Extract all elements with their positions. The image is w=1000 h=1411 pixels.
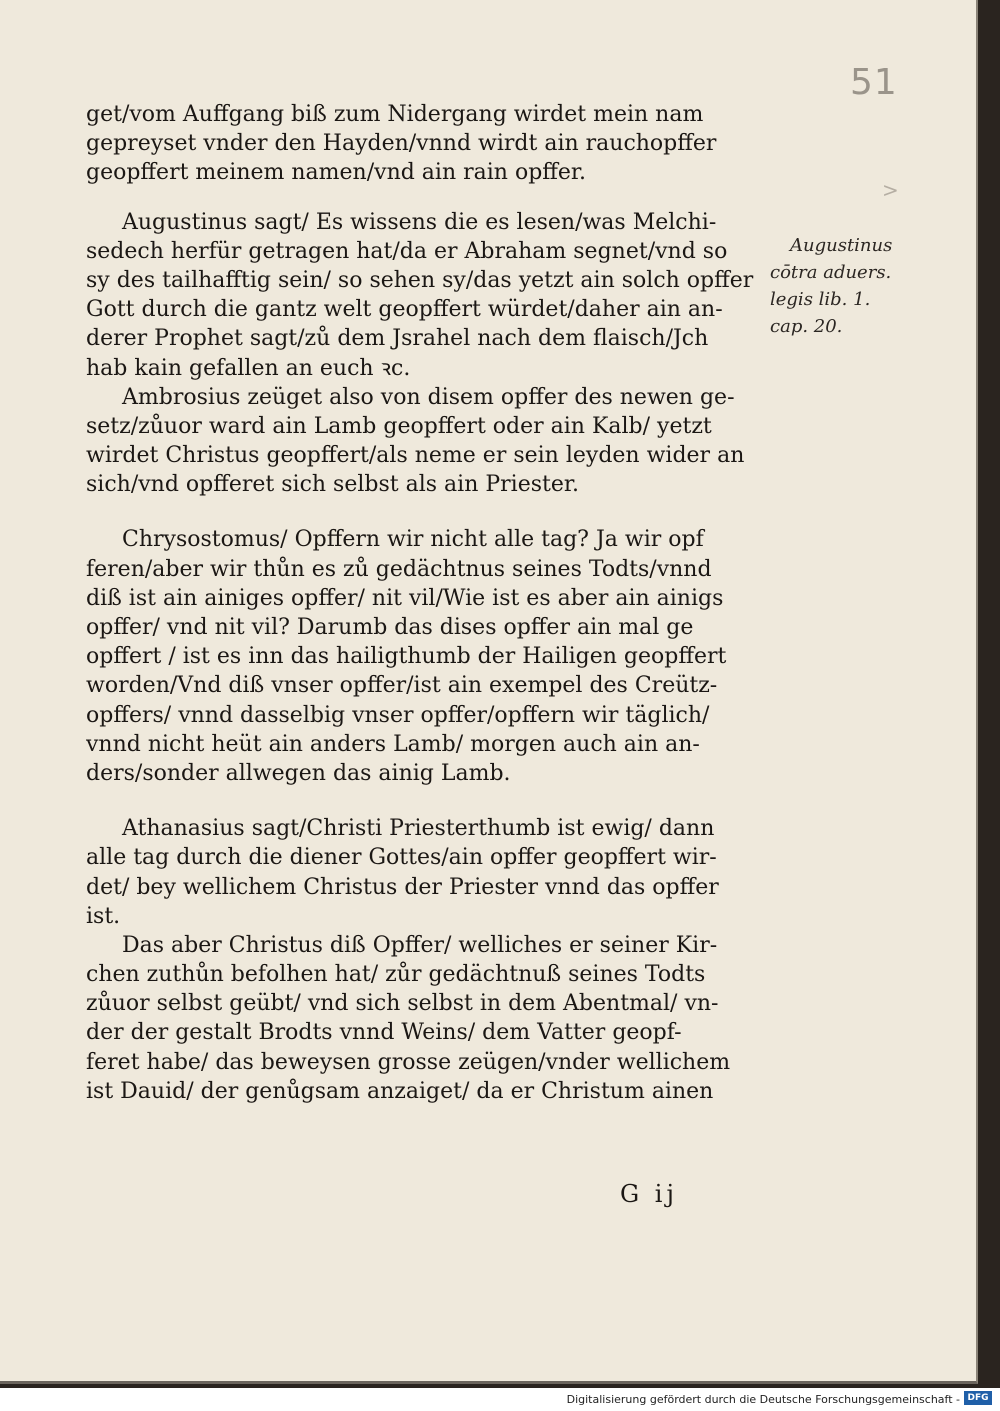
text-line: vnnd nicht heüt ain anders Lamb/ morgen auch ain an- <box>86 731 700 757</box>
signature-mark: G ij <box>620 1180 678 1208</box>
margin-note-line: cap. 20. <box>770 316 843 337</box>
text-line: ders/sonder allwegen das ainig Lamb. <box>86 760 511 786</box>
text-line: setz/zůuor ward ain Lamb geopffert oder ain Kalb/ yetzt <box>86 413 712 439</box>
folio-number: 51 <box>850 62 898 103</box>
text-line: ist Dauid/ der genůgsam anzaiget/ da er Christum ainen <box>86 1078 714 1104</box>
text-line: geopffert meinem namen/vnd ain rain opffer. <box>86 160 587 186</box>
margin-note-line: cōtra aduers. <box>770 262 892 283</box>
text-line: Das aber Christus diß Opffer/ welliches er seiner Kir- <box>122 932 718 958</box>
text-line: det/ bey wellichem Christus der Priester vnnd das opffer <box>86 874 719 900</box>
text-line: derer Prophet sagt/zů dem Jsrahel nach dem flaisch/Jch <box>86 326 709 352</box>
text-line: worden/Vnd diß vnser opffer/ist ain exempel des Creütz- <box>86 673 718 699</box>
dfg-logo-icon: DFG <box>964 1391 992 1405</box>
text-line: sy des tailhafftig sein/ so sehen sy/das yetzt ain solch opffer <box>86 267 754 293</box>
text-line: Chrysostomus/ Opffern wir nicht alle tag? Ja wir opf <box>122 527 704 553</box>
text-line: Ambrosius zeüget also von disem opffer des newen ge- <box>122 384 735 410</box>
text-line: sich/vnd opfferet sich selbst als ain Priester. <box>86 472 579 498</box>
text-line: zůuor selbst geübt/ vnd sich selbst in dem Abentmal/ vn- <box>86 991 719 1017</box>
margin-note-line: legis lib. 1. <box>770 289 871 310</box>
text-line: get/vom Auffgang biß zum Nidergang wirdet mein nam <box>86 102 704 127</box>
margin-note <box>770 232 910 340</box>
text-line: alle tag durch die diener Gottes/ain opffer geopffert wir- <box>86 845 717 871</box>
pencil-mark: > <box>882 178 899 202</box>
text-line: opffer/ vnd nit vil? Darumb das dises opffer ain mal ge <box>86 615 694 640</box>
text-line: feret habe/ das beweysen grosse zeügen/vnder wellichem <box>86 1049 731 1075</box>
text-line: gepreyset vnder den Hayden/vnnd wirdt ain rauchopffer <box>86 131 717 157</box>
margin-note-line: Augustinus <box>790 235 893 256</box>
text-line: diß ist ain ainiges opffer/ nit vil/Wie ist es aber ain ainigs <box>86 585 724 611</box>
text-line: chen zuthůn befolhen hat/ zůr gedächtnuß seines Todts <box>86 962 706 988</box>
text-line: opffert / ist es inn das hailigthumb der Hailigen geopffert <box>86 644 727 670</box>
footer-credit: Digitalisierung gefördert durch die Deutsche Forschungsgemeinschaft - <box>566 1393 960 1406</box>
text-line: Athanasius sagt/Christi Priesterthumb ist ewig/ dann <box>122 816 715 842</box>
text-line: wirdet Christus geopffert/als neme er sein leyden wider an <box>86 443 745 469</box>
text-line: Gott durch die gantz welt geopffert würdet/daher ain an- <box>86 297 723 323</box>
text-line: sedech herfür getragen hat/da er Abraham segnet/vnd so <box>86 238 728 264</box>
main-text <box>86 100 776 1106</box>
text-line: feren/aber wir thůn es zů gedächtnus seines Todts/vnnd <box>86 556 712 582</box>
text-line: opffers/ vnnd dasselbig vnser opffer/opffern wir täglich/ <box>86 702 710 728</box>
text-line: der der gestalt Brodts vnnd Weins/ dem Vatter geopf- <box>86 1020 682 1046</box>
text-line: hab kain gefallen an euch ꝛc. <box>86 355 411 381</box>
text-line: ist. <box>86 903 121 929</box>
text-line: Augustinus sagt/ Es wissens die es lesen/was Melchi- <box>122 209 717 235</box>
